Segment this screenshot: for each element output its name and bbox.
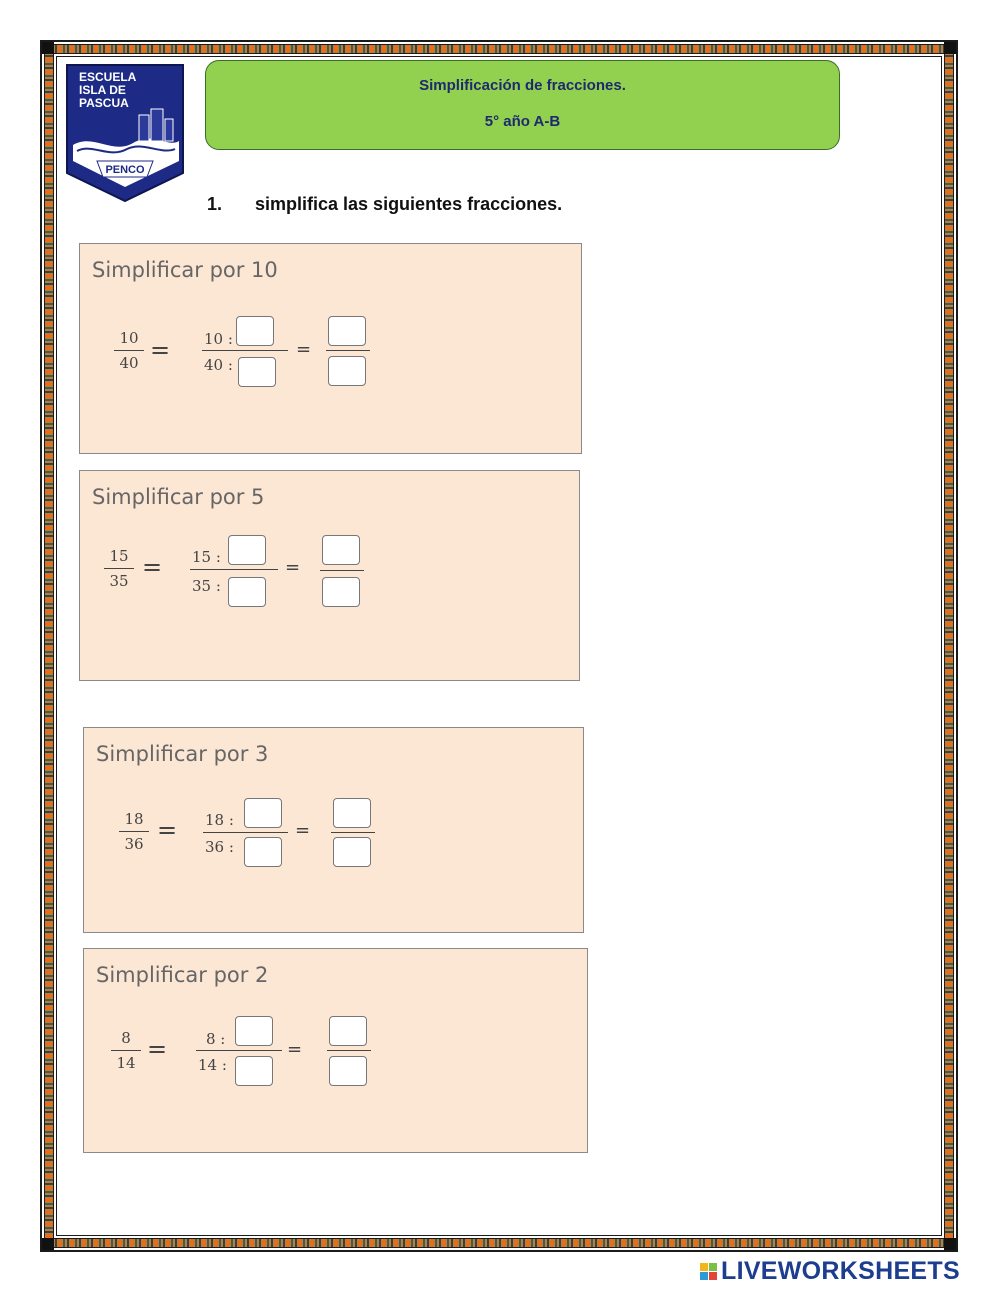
page-title: Simplificación de fracciones. [419,77,626,94]
numerator-divisor-label: 15 : [192,548,221,566]
liveworksheets-wordmark: LIVEWORKSHEETS [721,1256,960,1285]
equals-sign: = [295,820,311,841]
school-name: ESCUELA ISLA DE PASCUA [79,70,137,110]
fraction-bar [190,569,278,570]
fraction-bar [196,1050,282,1051]
result-numerator-input[interactable] [329,1016,367,1046]
numerator-divisor-label: 10 : [204,330,233,348]
result-denominator-input[interactable] [333,837,371,867]
fraction-bar [203,832,288,833]
denominator-divisor-label: 35 : [192,577,221,595]
result-denominator-input[interactable] [328,356,366,386]
exercise-title: Simplificar por 5 [92,485,265,509]
result-fraction-bar [331,832,375,833]
liveworksheets-logo [700,1258,960,1284]
numerator-divisor-input[interactable] [235,1016,273,1046]
numerator-divisor-label: 8 : [206,1030,226,1048]
border-strip-bottom [44,1238,954,1248]
equals-sign: = [157,816,178,844]
numerator-divisor-input[interactable] [236,316,274,346]
original-fraction: 8 14 [111,1029,141,1072]
exercise-title: Simplificar por 2 [96,963,269,987]
exercise-title: Simplificar por 3 [96,742,269,766]
instruction-number: 1. [207,194,223,214]
denominator-divisor-label: 40 : [204,356,233,374]
equals-sign: = [285,557,301,578]
header-banner [205,60,840,150]
exercise-title: Simplificar por 10 [92,258,278,282]
denominator-divisor-input[interactable] [244,837,282,867]
border-strip-right [944,44,954,1248]
instruction-text: simplifica las siguientes fracciones. [255,194,563,214]
numerator-divisor-input[interactable] [244,798,282,828]
result-fraction-bar [320,570,364,571]
border-corner-tr [944,42,956,54]
school-logo [63,63,187,203]
border-strip-left [44,44,54,1248]
result-numerator-input[interactable] [328,316,366,346]
denominator-divisor-label: 14 : [198,1056,227,1074]
equals-sign: = [142,553,163,581]
result-numerator-input[interactable] [322,535,360,565]
exercise-card-3 [83,727,584,933]
instruction [207,194,562,215]
denominator-divisor-input[interactable] [238,357,276,387]
equals-sign: = [287,1039,303,1060]
original-fraction: 10 40 [114,329,144,372]
border-corner-bl [42,1238,54,1250]
result-denominator-input[interactable] [322,577,360,607]
numerator-divisor-label: 18 : [205,811,234,829]
equals-sign: = [296,339,312,360]
page-subtitle: 5° año A-B [484,113,561,130]
exercise-card-2 [79,470,580,681]
border-strip-top [44,44,954,54]
fraction-bar [202,350,288,351]
original-fraction: 18 36 [119,810,149,853]
school-city: PENCO [105,164,145,176]
border-corner-br [944,1238,956,1250]
result-fraction-bar [327,1050,371,1051]
result-denominator-input[interactable] [329,1056,367,1086]
denominator-divisor-input[interactable] [228,577,266,607]
equals-sign: = [150,336,171,364]
border-corner-tl [42,42,54,54]
denominator-divisor-label: 36 : [205,838,234,856]
result-fraction-bar [326,350,370,351]
liveworksheets-icon [700,1263,717,1280]
denominator-divisor-input[interactable] [235,1056,273,1086]
original-fraction: 15 35 [104,547,134,590]
exercise-card-1 [79,243,582,454]
result-numerator-input[interactable] [333,798,371,828]
exercise-card-4 [83,948,588,1153]
equals-sign: = [147,1035,168,1063]
numerator-divisor-input[interactable] [228,535,266,565]
